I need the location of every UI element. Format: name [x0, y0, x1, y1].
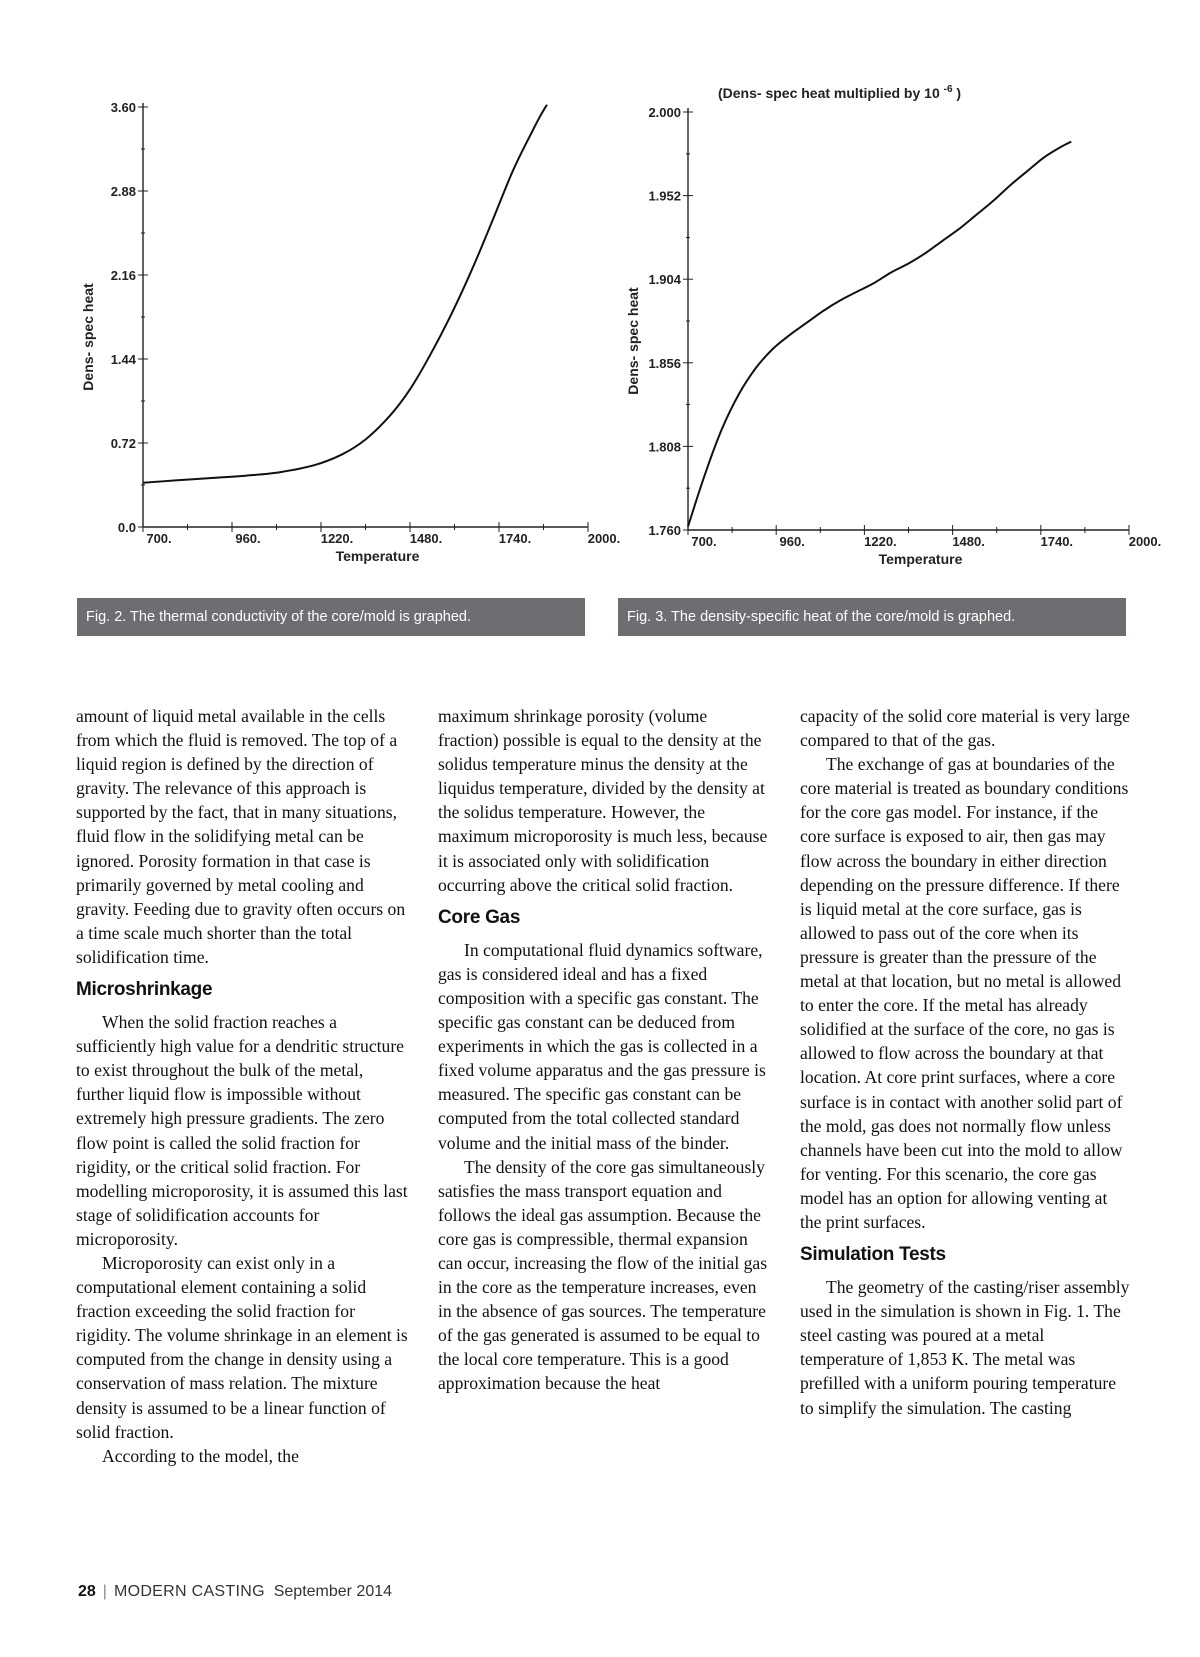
- x-tick-label: 1740.: [1040, 534, 1074, 549]
- series-line: [688, 142, 1071, 527]
- paragraph: According to the model, the: [102, 1445, 299, 1466]
- x-tick-label: 2000.: [1128, 534, 1162, 549]
- x-tick-label: 960.: [235, 531, 261, 546]
- heading-core-gas: Core Gas: [438, 906, 521, 928]
- paragraph: capacity of the solid core material is very large compared to that of the gas.: [800, 706, 1130, 751]
- chart-title-main: (Dens- spec heat multiplied by 10: [718, 85, 944, 101]
- y-tick-label: 0.0: [117, 520, 136, 535]
- fig3-caption: Fig. 3. The density-specific heat of the core/mold is graphed.: [618, 598, 1126, 636]
- x-tick-label: 1220.: [864, 534, 897, 549]
- x-axis-label: Temperature: [335, 548, 420, 564]
- y-tick-label: 1.952: [648, 188, 681, 204]
- chart-title-end: ): [952, 85, 962, 101]
- x-tick-label: 700.: [691, 534, 717, 549]
- series-line: [143, 105, 547, 483]
- y-tick-label: 1.44: [110, 352, 136, 367]
- page-number: 28: [78, 1583, 96, 1600]
- issue-date: September 2014: [273, 1583, 393, 1600]
- paragraph: When the solid fraction reaches a sufficiently high value for a dendritic structure to exist throughout the bulk of the metal, further liquid flow is impossible without extremely high pressure gradients. The zero flow point is called the solid fraction for rigidity, or the critical solid fraction. For modelling microporosity, it is assumed this last stage of solidification accounts for microporosity.: [76, 1012, 408, 1249]
- text-column-2: [438, 704, 770, 1396]
- chart-thermal-conductivity-svg: [0, 80, 621, 600]
- chart-title-exponent: -6: [943, 84, 953, 95]
- y-tick-label: 2.88: [110, 184, 136, 199]
- paragraph: The geometry of the casting/riser assembly used in the simulation is shown in Fig. 1. The steel casting was poured at a metal temperature of 1,853 K. The metal was prefilled with a uniform pouring temperature to simplify the simulation. The casting: [800, 1277, 1130, 1418]
- chart-title: [718, 84, 961, 101]
- y-axis-label: Dens- spec heat: [625, 287, 641, 395]
- paragraph: Microporosity can exist only in a computational element containing a solid fraction exceeding the solid fraction for rigidity. The volume shrinkage in an element is computed from the change in density using a conservation of mass relation. The mixture density is assumed to be a linear function of solid fraction.: [76, 1252, 408, 1442]
- text-column-1: [76, 704, 408, 1468]
- paragraph: amount of liquid metal available in the cells from which the fluid is removed. The top of a liquid region is defined by the direction of gravity. The relevance of this approach is supported by the fact, that in many situations, fluid flow in the solidifying metal can be ignored. Porosity formation in that case is primarily governed by metal cooling and gravity. Feeding due to gravity often occurs on a time scale much shorter than the total solidification time.: [76, 706, 406, 967]
- y-tick-label: 2.16: [110, 268, 136, 283]
- footer-separator: |: [102, 1583, 107, 1600]
- x-tick-label: 1480.: [409, 531, 443, 546]
- y-tick-label: 3.60: [110, 100, 136, 115]
- paragraph: maximum shrinkage porosity (volume fraction) possible is equal to the density at the solidus temperature minus the density at the liquidus temperature, divided by the density at the solidus temperature. However, the maximum microporosity is much less, because it is associated only with solidification occurring above the critical solid fraction.: [438, 706, 768, 895]
- chart-density-specific-heat: [600, 80, 1200, 600]
- magazine-name: MODERN CASTING: [113, 1583, 265, 1600]
- chart-density-specific-heat-svg: [600, 80, 1200, 600]
- heading-microshrinkage: Microshrinkage: [76, 979, 213, 1001]
- chart-thermal-conductivity: [0, 80, 621, 600]
- page-footer: [78, 1583, 392, 1601]
- y-tick-label: 2.000: [648, 105, 681, 120]
- x-axis-label: Temperature: [878, 551, 963, 567]
- heading-simulation-tests: Simulation Tests: [800, 1244, 946, 1266]
- x-tick-label: 1740.: [498, 531, 532, 546]
- y-tick-label: 1.904: [648, 272, 681, 288]
- y-tick-label: 0.72: [110, 436, 136, 451]
- y-tick-label: 1.856: [648, 355, 681, 371]
- text-column-3: [800, 704, 1132, 1420]
- paragraph: The density of the core gas simultaneously satisfies the mass transport equation and follows the ideal gas assumption. Because the core gas is compressible, thermal expansion can occur, increasing the flow of the initial gas in the core as the temperature increases, even in the absence of gas sources. The temperature of the gas generated is assumed to be equal to the local core temperature. This is a good approximation because the heat: [438, 1156, 768, 1394]
- x-tick-label: 1480.: [952, 534, 985, 549]
- paragraph: In computational fluid dynamics software, gas is considered ideal and has a fixed composition with a specific gas constant. The specific gas constant can be deduced from experiments in which the gas is collected in a fixed volume apparatus and the gas pressure is measured. The specific gas constant can be computed from the total collected standard volume and the initial mass of the binder.: [438, 939, 766, 1153]
- x-tick-label: 700.: [146, 531, 172, 546]
- paragraph: The exchange of gas at boundaries of the core material is treated as boundary conditions for the core gas model. For instance, if the core surface is exposed to air, then gas may flow across the boundary in either direction depending on the pressure difference. If there is liquid metal at the core surface, gas is allowed to pass out of the core when its pressure is greater than the pressure of the metal at that location, but no metal is allowed to enter the core. If the metal has already solidified at the surface of the core, no gas is allowed to flow across the boundary at that location. At core print surfaces, where a core surface is in contact with another solid part of the mold, gas does not normally flow unless channels have been cut into the mold to allow for venting. For this scenario, the core gas model has an option for allowing venting at the print surfaces.: [800, 754, 1129, 1232]
- y-tick-label: 1.808: [648, 439, 681, 455]
- x-tick-label: 960.: [779, 534, 805, 549]
- x-tick-label: 2000.: [587, 531, 621, 546]
- x-tick-label: 1220.: [320, 531, 354, 546]
- y-tick-label: 1.760: [648, 523, 681, 538]
- y-axis-label: Dens- spec heat: [80, 283, 96, 391]
- fig2-caption: Fig. 2. The thermal conductivity of the core/mold is graphed.: [77, 598, 585, 636]
